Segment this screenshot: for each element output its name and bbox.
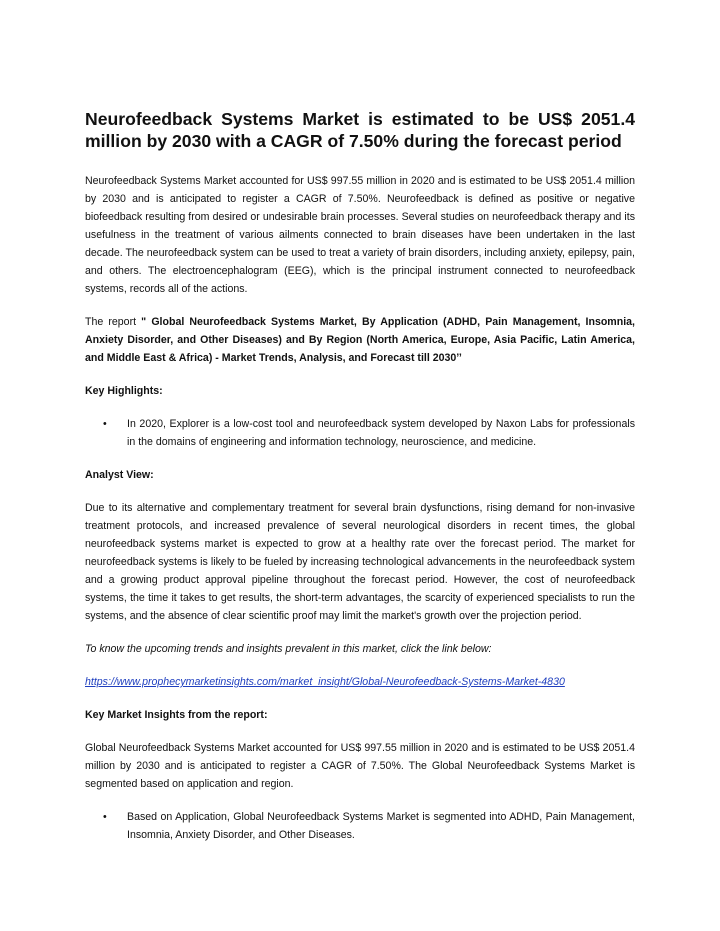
link-paragraph bbox=[85, 673, 635, 691]
list-item-text: Based on Application, Global Neurofeedback Systems Market is segmented into ADHD, Pain Management, Insomnia, Anxiety Disorder, and Other Diseases. bbox=[127, 811, 635, 841]
report-title: " Global Neurofeedback Systems Market, By Application (ADHD, Pain Management, Insomnia, Anxiety Disorder, and Other Diseases) and By Region (North America, Europe, Asia Pacific, Latin America, and Middle East & Africa) - Market Trends, Analysis, and Forecast till 2030’’ bbox=[85, 316, 635, 364]
key-highlights-list bbox=[85, 415, 635, 451]
key-highlights-heading: Key Highlights: bbox=[85, 385, 163, 397]
key-market-paragraph: Global Neurofeedback Systems Market accounted for US$ 997.55 million in 2020 and is estimated to be US$ 2051.4 million by 2030 and is anticipated to register a CAGR of 7.50%. The Global Neurofeedback Systems Market is segmented based on application and region. bbox=[85, 742, 635, 790]
cta-text: To know the upcoming trends and insights prevalent in this market, click the link below: bbox=[85, 643, 492, 655]
key-market-heading: Key Market Insights from the report: bbox=[85, 709, 268, 721]
document-title: Neurofeedback Systems Market is estimated to be US$ 2051.4 million by 2030 with a CAGR of 7.50% during the forecast period bbox=[85, 109, 635, 151]
key-market-list bbox=[85, 808, 635, 844]
analyst-view-heading: Analyst View: bbox=[85, 469, 154, 481]
list-item-text: In 2020, Explorer is a low-cost tool and neurofeedback system developed by Naxon Labs for professionals in the domains of engineering and information technology, neuroscience, and medicine. bbox=[127, 418, 635, 448]
bullet-icon: • bbox=[103, 418, 107, 430]
list-item bbox=[85, 415, 635, 451]
market-report-link[interactable]: https://www.prophecymarketinsights.com/market_insight/Global-Neurofeedback-Systems-Market-4830 bbox=[85, 676, 565, 688]
document-content bbox=[85, 109, 635, 859]
intro-paragraph: Neurofeedback Systems Market accounted for US$ 997.55 million in 2020 and is estimated to be US$ 2051.4 million by 2030 and is anticipated to register a CAGR of 7.50%. Neurofeedback is defined as positive or negative biofeedback resulting from desired or undesirable brain processes. Several studies on neurofeedback therapy and its usefulness in the treatment of various ailments connected to brain diseases have been undertaken in the last decade. The neurofeedback system can be used to treat a variety of brain disorders, including anxiety, epilepsy, pain, and others. The electroencephalogram (EEG), which is the principal instrument connected to neurofeedback systems, records all of the actions. bbox=[85, 175, 635, 295]
report-prefix: The report bbox=[85, 316, 142, 328]
report-paragraph bbox=[85, 313, 635, 367]
analyst-view-paragraph: Due to its alternative and complementary treatment for several brain dysfunctions, rising demand for non-invasive treatment protocols, and increased prevalence of several neurological disorders in recent times, the global neurofeedback systems market is expected to grow at a healthy rate over the forecast period. The market for neurofeedback systems is likely to be fueled by increasing technological advancements in the neurofeedback system and a growing product approval pipeline throughout the forecast period. However, the cost of neurofeedback systems, the time it takes to get results, the short-term advantages, the scarcity of experienced specialists to run the systems, and the absence of clear scientific proof may limit the market's growth over the projection period. bbox=[85, 502, 635, 622]
list-item bbox=[85, 808, 635, 844]
bullet-icon: • bbox=[103, 811, 107, 823]
